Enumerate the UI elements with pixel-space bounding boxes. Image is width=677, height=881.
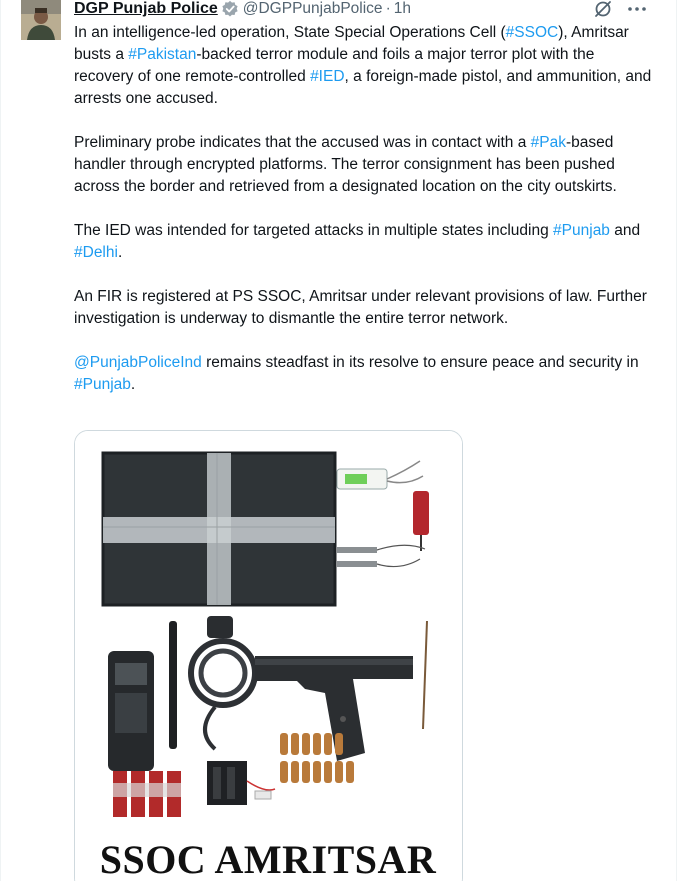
tweet-paragraph-5 bbox=[74, 352, 654, 396]
text-span: Preliminary probe indicates that the accused was in contact with a bbox=[74, 134, 531, 151]
hashtag-pakistan[interactable]: #Pakistan bbox=[128, 46, 197, 63]
text-span: -backed terror module and foils a major terror plot with the recovery of one remote-controlled bbox=[74, 46, 595, 85]
hashtag-punjab-2[interactable]: #Punjab bbox=[74, 376, 131, 393]
header-actions bbox=[592, 0, 648, 18]
verified-badge-icon bbox=[221, 0, 239, 18]
text-span: remains steadfast in its resolve to ensure peace and security in bbox=[201, 354, 639, 371]
more-icon[interactable] bbox=[626, 0, 648, 18]
separator-dot: · bbox=[385, 0, 391, 17]
ied-packet bbox=[103, 453, 335, 605]
tweet-text bbox=[74, 22, 654, 418]
text-span: . bbox=[130, 376, 136, 393]
media-caption: SSOC AMRITSAR bbox=[99, 837, 437, 881]
tweet-media-image[interactable] bbox=[74, 430, 463, 881]
avatar[interactable] bbox=[21, 0, 61, 40]
author-display-name[interactable]: DGP Punjab Police bbox=[74, 0, 218, 17]
text-span: ), Amritsar busts a bbox=[74, 24, 629, 63]
hashtag-punjab[interactable]: #Punjab bbox=[553, 222, 610, 239]
text-span: . bbox=[117, 244, 123, 261]
text-span: and bbox=[609, 222, 641, 239]
hashtag-ssoc[interactable]: #SSOC bbox=[505, 24, 559, 41]
text-span: An FIR is registered at PS SSOC, Amritsar under relevant provisions of law. Further investigation is underway to dismantle the entire terror network. bbox=[74, 288, 647, 327]
mention-punjabpoliceind[interactable]: @PunjabPoliceInd bbox=[74, 354, 202, 371]
tweet-paragraph-3 bbox=[74, 220, 654, 264]
text-span: In an intelligence-led operation, State Special Operations Cell ( bbox=[74, 24, 506, 41]
hashtag-ied[interactable]: #IED bbox=[310, 68, 345, 85]
author-handle[interactable]: @DGPPunjabPolice bbox=[242, 0, 383, 17]
text-span: The IED was intended for targeted attacks in multiple states including bbox=[74, 222, 554, 239]
tweet-header bbox=[74, 0, 411, 18]
tweet-paragraph-4 bbox=[74, 286, 654, 330]
tweet-paragraph-2 bbox=[74, 132, 654, 198]
text-span: -based handler through encrypted platforms. The terror consignment has been pushed across the border and retrieved from a designated location on the city outskirts. bbox=[74, 134, 617, 195]
hashtag-pak[interactable]: #Pak bbox=[530, 134, 566, 151]
tweet-paragraph-1 bbox=[74, 22, 654, 110]
text-span: , a foreign-made pistol, and ammunition, and arrests one accused. bbox=[74, 68, 652, 107]
hashtag-delhi[interactable]: #Delhi bbox=[74, 244, 118, 261]
grok-icon[interactable] bbox=[592, 0, 614, 18]
timestamp[interactable]: 1h bbox=[393, 0, 411, 17]
